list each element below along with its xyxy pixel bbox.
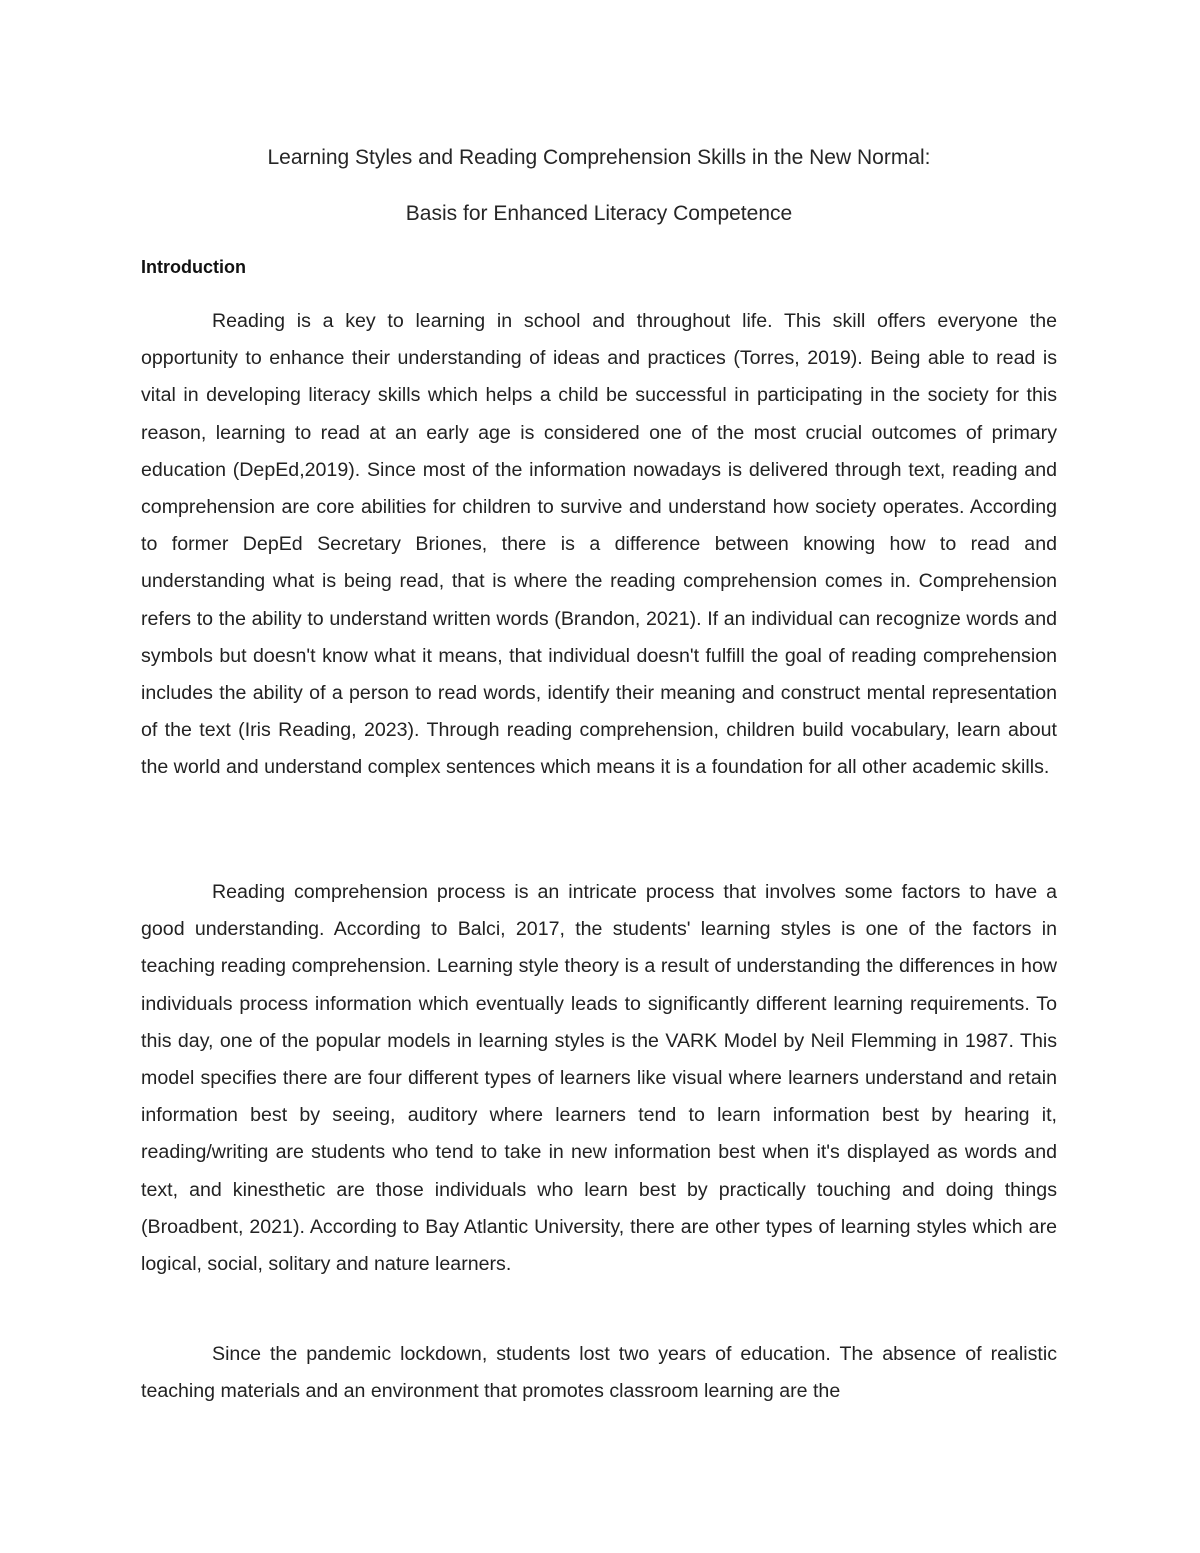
body-paragraph: Reading is a key to learning in school and throughout life. This skill offers everyone the opportunity to enhance their understanding of ideas and practices (Torres, 2019). Being able to read is vital in developing literacy skills which helps a child be successful in participating in the society for this reason, learning to read at an early age is considered one of the most crucial outcomes of primary education (DepEd,2019). Since most of the information nowadays is delivered through text, reading and comprehension are core abilities for children to survive and understand how society operates. According to former DepEd Secretary Briones, there is a difference between knowing how to read and understanding what is being read, that is where the reading comprehension comes in. Comprehension refers to the ability to understand written words (Brandon, 2021). If an individual can recognize words and symbols but doesn't know what it means, that individual doesn't fulfill the goal of reading comprehension includes the ability of a person to read words, identify their meaning and construct mental representation of the text (Iris Reading, 2023). Through reading comprehension, children build vocabulary, learn about the world and understand complex sentences which means it is a foundation for all other academic skills. [141,310,1057,779]
section-heading-introduction: Introduction [141,257,246,277]
document-page [141,0,1057,1553]
document-title-line-1: Learning Styles and Reading Comprehension Skills in the New Normal: [267,146,931,169]
document-title-line-2: Basis for Enhanced Literacy Competence [405,202,793,225]
body-paragraph: Since the pandemic lockdown, students lost two years of education. The absence of realistic teaching materials and an environment that promotes classroom learning are the [141,1343,1057,1403]
body-paragraph: Reading comprehension process is an intricate process that involves some factors to have a good understanding. According to Balci, 2017, the students' learning styles is one of the factors in teaching reading comprehension. Learning style theory is a result of understanding the differences in how individuals process information which eventually leads to significantly different learning requirements. To this day, one of the popular models in learning styles is the VARK Model by Neil Flemming in 1987. This model specifies there are four different types of learners like visual where learners understand and retain information best by seeing, auditory where learners tend to learn information best by hearing it, reading/writing are students who tend to take in new information best when it's displayed as words and text, and kinesthetic are those individuals who learn best by practically touching and doing things (Broadbent, 2021). According to Bay Atlantic University, there are other types of learning styles which are logical, social, solitary and nature learners. [141,881,1057,1276]
